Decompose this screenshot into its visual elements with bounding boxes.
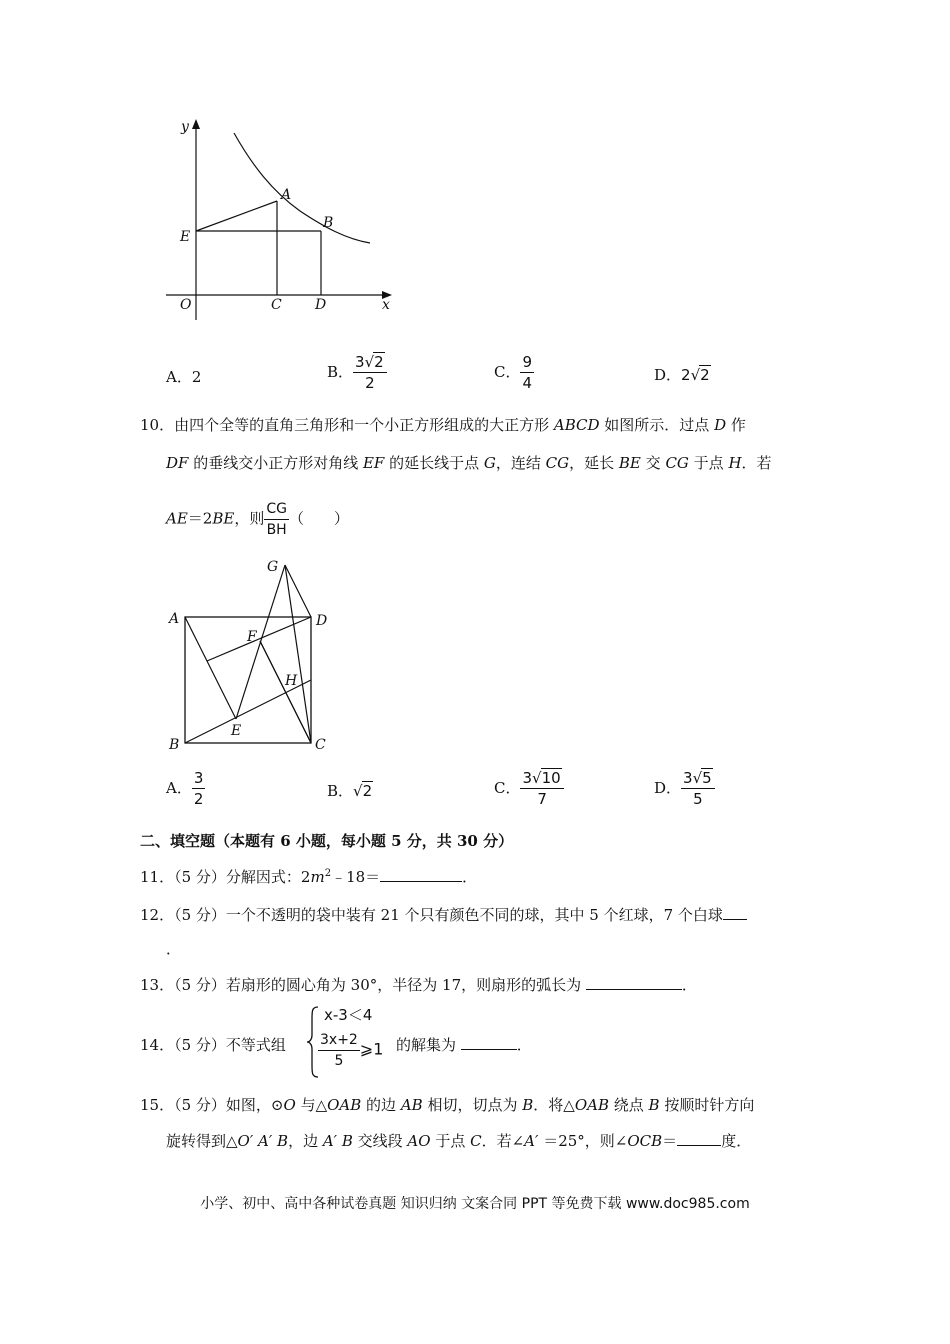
text: ＝25°，则∠ [538,1132,628,1150]
question-number: 13． [140,976,175,994]
radicand: 5 [702,769,712,787]
option-fraction: $\frac{3√5}{5}$ [681,768,715,809]
numerator: CG [264,499,289,520]
var: O′ A′ B [237,1132,289,1150]
q10-option-c[interactable] [494,768,564,809]
text: 交 [640,454,666,472]
label-a: A [281,187,292,203]
segment-ea [196,201,277,231]
label-e: E [180,229,191,245]
label-e: E [231,723,242,739]
q10-option-d[interactable] [654,768,715,809]
points: （5 分） [174,906,226,924]
var: A′ B [322,1132,353,1150]
text: ＝ [662,1132,678,1150]
text: 的边 [361,1096,401,1114]
option-fraction [520,352,534,393]
label-d: D [315,297,327,313]
var: G [483,454,496,472]
q11 [140,866,477,887]
var: C [470,1132,482,1150]
var: OAB [327,1096,362,1114]
answer-blank[interactable] [586,975,682,990]
var: m [310,868,325,886]
q10-option-b[interactable]: B．√2 [327,782,373,800]
text: ，延长 [569,454,619,472]
text: 的延长线于点 [384,454,484,472]
denominator: 4 [522,374,533,392]
numerator: 9 [522,353,533,371]
text: ．将△ [533,1096,575,1114]
answer-blank[interactable] [461,1035,517,1050]
hyperbola-curve [234,133,370,243]
text: 旋转得到△ [166,1132,238,1150]
label-b: B [169,737,180,753]
var: EF [362,454,385,472]
text: 于点 [430,1132,471,1150]
question-number: 11． [140,868,175,886]
denominator: 2 [193,790,204,808]
q10-line-1 [140,414,746,435]
label-b: B [323,215,334,231]
q14-tail [396,1034,532,1055]
option-letter: A． [166,368,192,386]
page-footer: 小学、初中、高中各种试卷真题 知识归纳 文案合同 PPT 等免费下载 www.doc985.com [200,1196,750,1212]
q9-option-c[interactable] [494,352,534,393]
question-number: 15． [140,1096,175,1114]
q12 [140,904,747,925]
label-f: F [247,629,257,645]
denominator: 7 [537,790,547,808]
text: 的垂线交小正方形对角线 [188,454,363,472]
text: 度． [721,1132,752,1150]
ineq-1: x-3＜4 [324,1006,373,1024]
denominator: BH [266,522,287,538]
q9-option-b[interactable] [327,352,387,393]
q15-line-2 [166,1130,751,1151]
var: B [648,1096,660,1114]
denominator: 2 [365,374,375,392]
text: ，边 [288,1132,323,1150]
question-number: 14． [140,1036,175,1054]
denominator: 5 [334,1053,344,1069]
coef: 3 [683,769,693,787]
ineq-2 [318,1030,383,1071]
section-2-title: 二、填空题（本题有 6 小题，每小题 5 分，共 30 分） [140,832,514,850]
q13 [140,974,697,995]
var: OCB [627,1132,663,1150]
text: ．若∠ [481,1132,525,1150]
var: CG [545,454,570,472]
radicand: 2 [700,366,710,384]
text: ，连结 [495,454,546,472]
text: ． [516,1036,532,1054]
label-y: y [181,119,189,135]
answer-blank[interactable] [380,867,462,882]
text: ，则 [234,509,265,528]
ineq-2-fraction [318,1030,360,1071]
var: BE [212,509,235,528]
question-number: 12． [140,906,175,924]
exponent: 2 [324,868,332,879]
triangle-line-1 [185,617,236,719]
q10-figure [165,553,340,753]
option-letter: B． [327,782,354,800]
option-letter: A． [166,779,192,797]
q10-line-3 [166,499,349,540]
text: 分解因式：2 [225,868,311,886]
var: DF [166,454,189,472]
q10-line-2 [166,452,772,473]
text: 绕点 [608,1096,649,1114]
points: （5 分） [174,868,226,886]
q9-figure [160,115,400,330]
q9-option-d[interactable]: D．2√2 [654,366,710,384]
label-a: A [169,611,180,627]
y-axis-arrow [192,119,200,129]
option-value: 2 [191,368,202,386]
label-d: D [316,613,328,629]
numerator: 3x+2 [318,1030,360,1051]
text: 交线段 [352,1132,408,1150]
denominator: 5 [693,790,703,808]
var: O [283,1096,296,1114]
coef: 2 [681,366,691,384]
text: 一个不透明的袋中装有 21 个只有颜色不同的球，其中 5 个红球，7 个白球 [225,906,723,924]
text: ．若 [741,454,772,472]
option-letter: C． [494,363,521,381]
radicand: 2 [374,353,384,371]
var: A′ [524,1132,539,1150]
text: 于点 [688,454,729,472]
coef: 3 [522,769,533,787]
var: OAB [574,1096,609,1114]
text: 如图， [225,1096,271,1114]
var: ABCD [553,416,600,434]
text: ﹣18＝ [331,868,381,886]
var: AO [407,1132,431,1150]
label-c: C [315,737,326,753]
option-letter: D． [654,779,682,797]
text: 若扇形的圆心角为 30°，半径为 17，则扇形的弧长为 [225,976,586,994]
text: 如图所示．过点 [599,416,715,434]
label-o: O [180,297,192,313]
option-fraction: $\frac{3√2}{2}$ [353,352,387,393]
radicand: 10 [541,769,561,787]
text: ． [462,868,478,886]
points: （5 分） [174,976,226,994]
circle-symbol: ⊙ [270,1096,284,1114]
option-fraction: $\frac{3√10}{7}$ [520,768,563,809]
text: 相切，切点为 [422,1096,523,1114]
var: BE [618,454,641,472]
relation: ⩾1 [359,1039,384,1059]
q9-option-a[interactable] [166,366,201,387]
q14 [140,1034,286,1055]
var: CG [665,454,689,472]
points: （5 分） [174,1096,226,1114]
question-number: 10． [140,416,175,434]
numerator: 3 [193,769,204,787]
text: ． [681,976,697,994]
option-letter: D． [654,366,682,384]
label-g: G [267,559,279,575]
option-letter: B． [327,363,354,381]
label-x: x [382,297,390,313]
var: AE [166,509,188,528]
radicand: 2 [362,782,373,800]
label-c: C [271,297,282,313]
text: 的解集为 [396,1036,461,1054]
text: ＝2 [187,509,213,528]
text: 作 [726,416,746,434]
answer-blank[interactable] [677,1131,721,1146]
label-h: H [285,673,298,689]
answer-blank[interactable] [723,905,747,920]
text: 与△ [295,1096,328,1114]
answer-paren: （ ） [288,509,349,528]
option-fraction [192,768,206,809]
cg-bh-fraction [264,499,289,540]
text: 不等式组 [225,1036,286,1054]
var: B [522,1096,534,1114]
q10-option-a[interactable] [166,768,205,809]
text: 按顺时针方向 [659,1096,755,1114]
option-letter: C． [494,779,521,797]
points: （5 分） [174,1036,226,1054]
triangle-line-2 [185,680,311,743]
q12-end: ． [166,940,182,958]
q15-line-1 [140,1094,754,1115]
var: D [714,416,727,434]
text: 由四个全等的直角三角形和一个小正方形组成的大正方形 [174,416,554,434]
segment-af [185,617,235,743]
coef: 3 [355,353,365,371]
var: H [728,454,742,472]
var: AB [400,1096,423,1114]
